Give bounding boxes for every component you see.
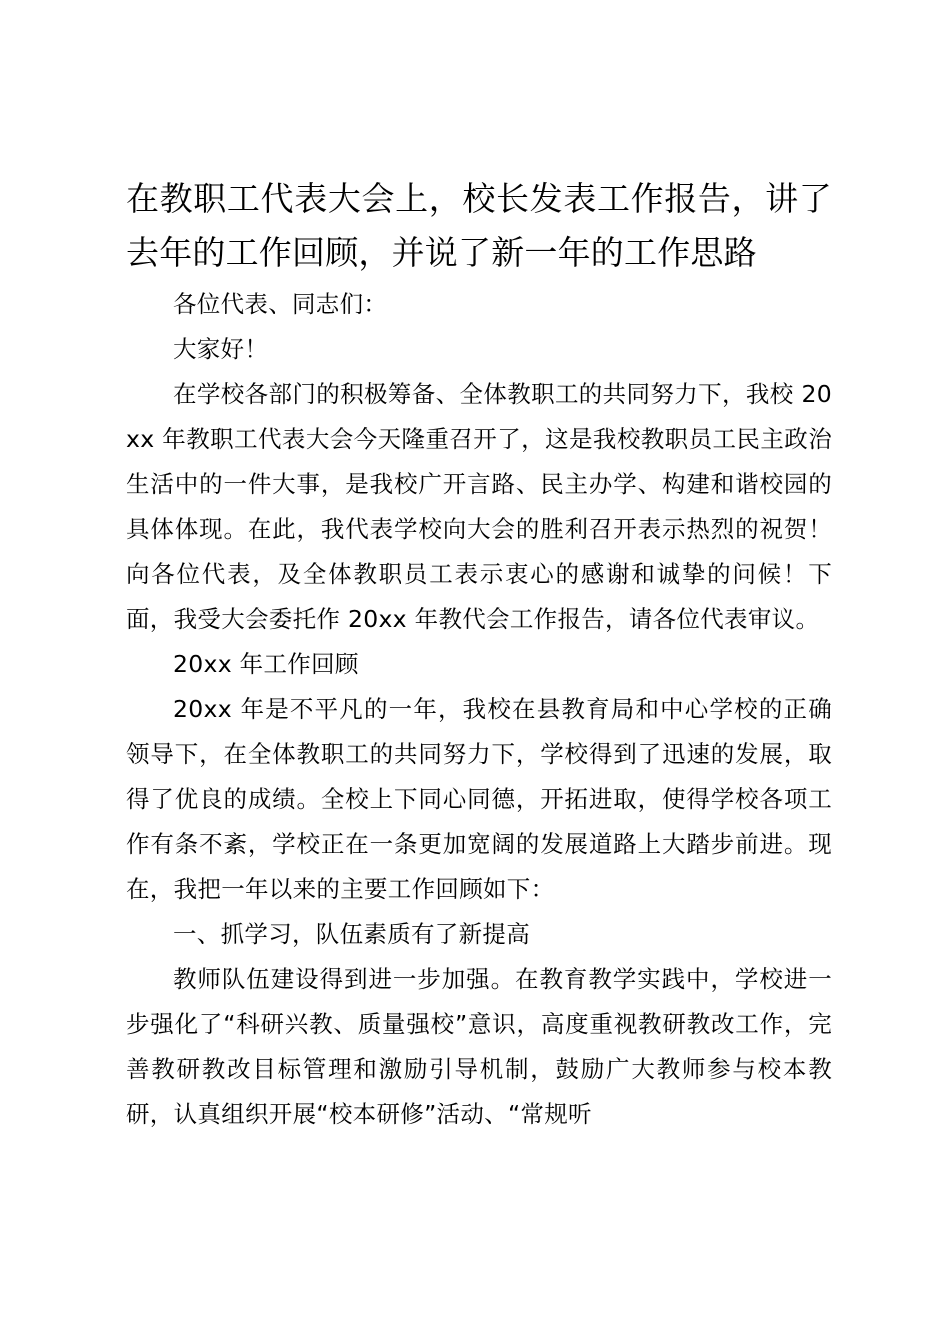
review-paragraph: 20xx 年是不平凡的一年，我校在县教育局和中心学校的正确领导下，在全体教职工的共同努力下，学校得到了迅速的发展，取得了优良的成绩。全校上下同心同德，开拓进取，使得学校各项工作有条不紊，学校正在一条更加宽阔的发展道路上大踏步前进。现在，我把一年以来的主要工作回顾如下： xyxy=(126,695,832,903)
greeting: 大家好！ xyxy=(173,335,269,363)
opening-paragraph: 在学校各部门的积极筹备、全体教职工的共同努力下，我校 20xx 年教职工代表大会今天隆重召开了，这是我校教职员工民主政治生活中的一件大事，是我校广开言路、民主办学、构建和谐校园的具体体现。在此，我代表学校向大会的胜利召开表示热烈的祝贺！向各位代表，及全体教职员工表示衷心的感谢和诚挚的问候！下面，我受大会委托作 20xx 年教代会工作报告，请各位代表审议。 xyxy=(126,380,832,633)
subsection-heading-study: 一、抓学习，队伍素质有了新提高 xyxy=(173,920,530,948)
study-paragraph: 教师队伍建设得到进一步加强。在教育教学实践中，学校进一步强化了“科研兴教、质量强校”意识，高度重视教研教改工作，完善教研教改目标管理和激励引导机制，鼓励广大教师参与校本教研，认真组织开展“校本研修”活动、“常规听 xyxy=(126,965,832,1128)
document-body xyxy=(126,282,832,1137)
salutation: 各位代表、同志们： xyxy=(173,290,388,318)
section-heading-review: 20xx 年工作回顾 xyxy=(173,650,359,678)
document-title: 在教职工代表大会上，校长发表工作报告，讲了去年的工作回顾，并说了新一年的工作思路 xyxy=(126,179,832,272)
document-page xyxy=(126,172,832,1137)
